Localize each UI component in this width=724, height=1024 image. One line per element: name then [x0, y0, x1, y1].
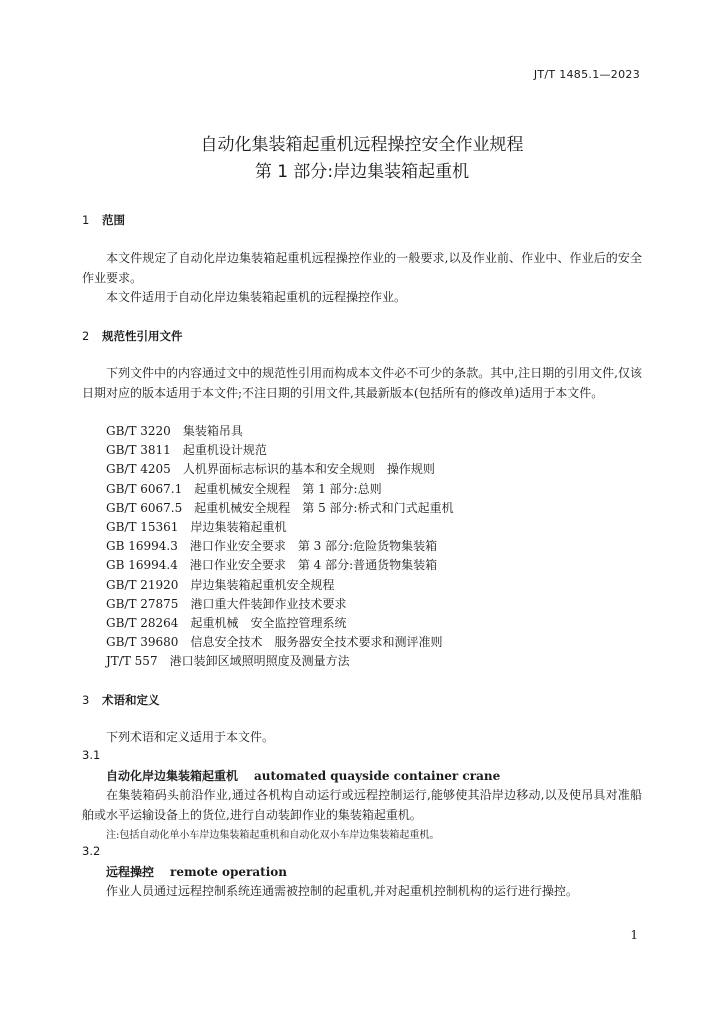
reference-item [106, 480, 454, 499]
reference-code: GB 16994.4 [106, 558, 178, 573]
section-title: 规范性引用文件 [102, 329, 183, 343]
reference-code: GB 16994.3 [106, 539, 178, 554]
reference-title: 起重机械安全规程 第 1 部分:总则 [194, 481, 382, 496]
reference-item [106, 537, 454, 556]
section-title: 术语和定义 [102, 693, 160, 707]
reference-title: 港口作业安全要求 第 4 部分:普通货物集装箱 [189, 558, 438, 573]
reference-code: GB/T 39680 [106, 635, 179, 650]
document-title: 自动化集装箱起重机远程操控安全作业规程 [200, 135, 524, 155]
section-number: 3 [82, 693, 90, 707]
document-subtitle: 第 1 部分:岸边集装箱起重机 [254, 162, 470, 182]
scope-applicability-paragraph: 本文件适用于自动化岸边集装箱起重机的远程操控作业。 [106, 290, 407, 304]
section-number: 1 [82, 213, 90, 227]
term-heading [106, 767, 500, 784]
section-2-heading [82, 328, 183, 344]
reference-title: 岸边集装箱起重机 [190, 519, 287, 534]
terms-intro-paragraph: 下列术语和定义适用于本文件。 [106, 730, 275, 744]
term-chinese: 远程操控 [106, 865, 155, 879]
term-english: remote operation [170, 865, 287, 879]
term-definition: 作业人员通过远程控制系统连通需被控制的起重机,并对起重机控制机构的运行进行操控。 [106, 884, 578, 898]
reference-code: JT/T 557 [106, 654, 158, 669]
term-chinese: 自动化岸边集装箱起重机 [106, 769, 239, 783]
term-english: automated quayside container crane [254, 769, 501, 783]
section-number: 2 [82, 329, 90, 343]
reference-item [106, 576, 454, 595]
reference-code: GB/T 27875 [106, 596, 179, 611]
reference-title: 起重机械 安全监控管理系统 [190, 615, 347, 630]
reference-item [106, 595, 454, 614]
reference-title: 岸边集装箱起重机安全规程 [190, 577, 335, 592]
reference-code: GB/T 28264 [106, 615, 179, 630]
reference-item [106, 460, 454, 479]
document-number: JT/T 1485.1—2023 [533, 68, 640, 81]
reference-title: 集装箱吊具 [182, 424, 243, 438]
reference-title: 信息安全技术 服务器安全技术要求和测评准则 [190, 635, 443, 650]
reference-list [106, 422, 454, 671]
reference-code: GB/T 3220 [106, 424, 171, 438]
reference-title: 港口重大件装卸作业技术要求 [190, 596, 347, 611]
references-intro-paragraph: 下列文件中的内容通过文中的规范性引用而构成本文件必不可少的条款。其中,注日期的引用文件,仅该日期对应的版本适用于本文件;不注日期的引用文件,其最新版本(包括所有的修改单)适用于本文件。 [82, 366, 642, 400]
page-number: 1 [630, 928, 638, 942]
reference-title: 港口装卸区域照明照度及测量方法 [169, 654, 350, 669]
term-number: 3.1 [82, 748, 101, 762]
reference-item [106, 499, 454, 518]
scope-paragraph: 本文件规定了自动化岸边集装箱起重机远程操控作业的一般要求,以及作业前、作业中、作业后的安全作业要求。 [82, 251, 642, 285]
section-1-heading [82, 212, 125, 228]
reference-item [106, 614, 454, 633]
term-number: 3.2 [82, 844, 101, 858]
reference-title: 起重机设计规范 [182, 443, 267, 458]
reference-item [106, 518, 454, 537]
reference-item [106, 556, 454, 575]
reference-code: GB/T 6067.1 [106, 481, 183, 496]
reference-code: GB/T 15361 [106, 519, 179, 534]
reference-title: 起重机械安全规程 第 5 部分:桥式和门式起重机 [194, 500, 454, 515]
term-note: 注:包括自动化单小车岸边集装箱起重机和自动化双小车岸边集装箱起重机。 [106, 830, 440, 841]
term-definition: 在集装箱码头前沿作业,通过各机构自动运行或远程控制运行,能够使其沿岸边移动,以及使吊具对准船舶或水平运输设备上的货位,进行自动装卸作业的集装箱起重机。 [82, 788, 642, 822]
reference-code: GB/T 21920 [106, 577, 179, 592]
reference-code: GB/T 3811 [106, 443, 171, 458]
reference-code: GB/T 6067.5 [106, 500, 183, 515]
reference-item [106, 633, 454, 652]
reference-title: 人机界面标志标识的基本和安全规则 操作规则 [182, 462, 435, 477]
reference-title: 港口作业安全要求 第 3 部分:危险货物集装箱 [189, 539, 438, 554]
term-heading [106, 863, 287, 880]
section-3-heading [82, 692, 160, 708]
reference-code: GB/T 4205 [106, 462, 171, 477]
reference-item [106, 422, 454, 441]
section-title: 范围 [102, 213, 125, 227]
reference-item [106, 652, 454, 671]
reference-item [106, 441, 454, 460]
